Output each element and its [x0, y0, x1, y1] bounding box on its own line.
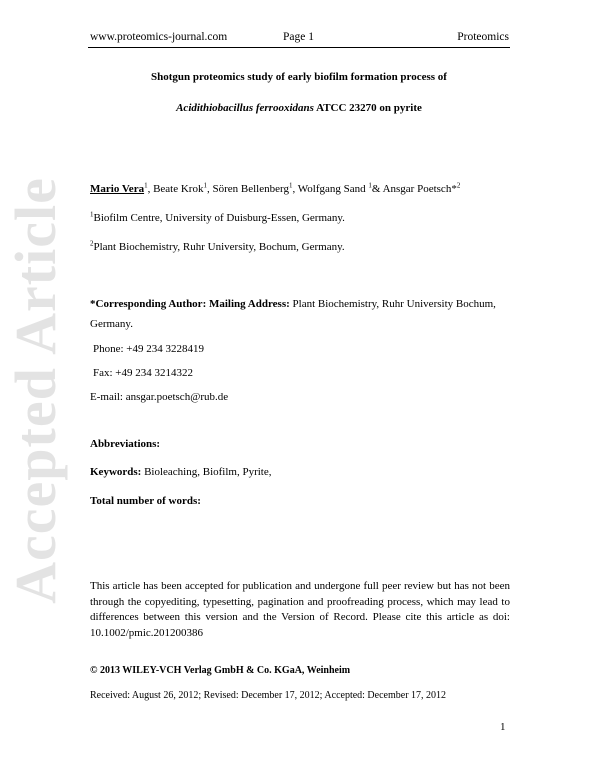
title-line-2-rest: ATCC 23270 on pyrite [313, 102, 422, 114]
keywords [90, 465, 271, 479]
header-rule [88, 47, 510, 48]
email: E-mail: ansgar.poetsch@rub.de [90, 391, 229, 403]
phone: Phone: +49 234 3228419 [93, 343, 205, 355]
author-2: , Beate Krok [147, 183, 204, 195]
corresponding-author [90, 297, 496, 311]
corresponding-author-label: *Corresponding Author: Mailing Address: [90, 298, 290, 310]
header-website: www.proteomics-journal.com [90, 31, 228, 43]
author-5: & Ansgar Poetsch* [371, 183, 457, 195]
organism-name: Acidithiobacillus ferrooxidans [176, 102, 314, 114]
keywords-label: Keywords: [90, 466, 142, 478]
keywords-value: Bioleaching, Biofilm, Pyrite, [141, 466, 272, 478]
watermark-text: Accepted Article [2, 176, 68, 604]
title-line-1: Shotgun proteomics study of early biofilm formation process of [151, 71, 447, 83]
received-dates: Received: August 26, 2012; Revised: December 17, 2012; Accepted: December 17, 2012 [90, 690, 447, 701]
affiliation-1: $^1$Biofilm Centre, University of Duisburg-Essen, Germany. [90, 210, 345, 224]
author-1: Mario Vera [90, 183, 145, 195]
fax: Fax: +49 234 3214322 [93, 367, 194, 379]
copyright: © 2013 WILEY-VCH Verlag GmbH & Co. KGaA, Weinheim [90, 665, 351, 676]
author-3: , Sören Bellenberg [206, 183, 289, 195]
header-page: Page 1 [283, 31, 314, 43]
accepted-article-watermark [0, 140, 70, 640]
mailing-address: Plant Biochemistry, Ruhr University Bochum, [289, 298, 496, 310]
header-journal: Proteomics [457, 31, 509, 43]
author-4: , Wolfgang Sand [292, 183, 369, 195]
title-line-2 [88, 102, 510, 114]
word-count-label: Total number of words: [90, 495, 201, 507]
acceptance-notice: This article has been accepted for publication and undergone full peer review but has not been through the copyediting, typesetting, pagination and proofreading process, which may lead to differences between this version and the Version of Record. Please cite this article as doi: 10.1002/pmic.201200386 [90, 580, 510, 639]
mailing-address-line-2: Germany. [90, 318, 133, 330]
page-number: 1 [500, 721, 506, 733]
affiliation-2: $^2$Plant Biochemistry, Ruhr University, Bochum, Germany. [90, 239, 345, 253]
abbreviations-label: Abbreviations: [90, 438, 161, 450]
author-list: Mario Vera$^1$, Beate Krok$^1$, Sören Bellenberg$^1$, Wolfgang Sand $^1$& Ansgar Poetsch*$^2$ [90, 181, 461, 195]
